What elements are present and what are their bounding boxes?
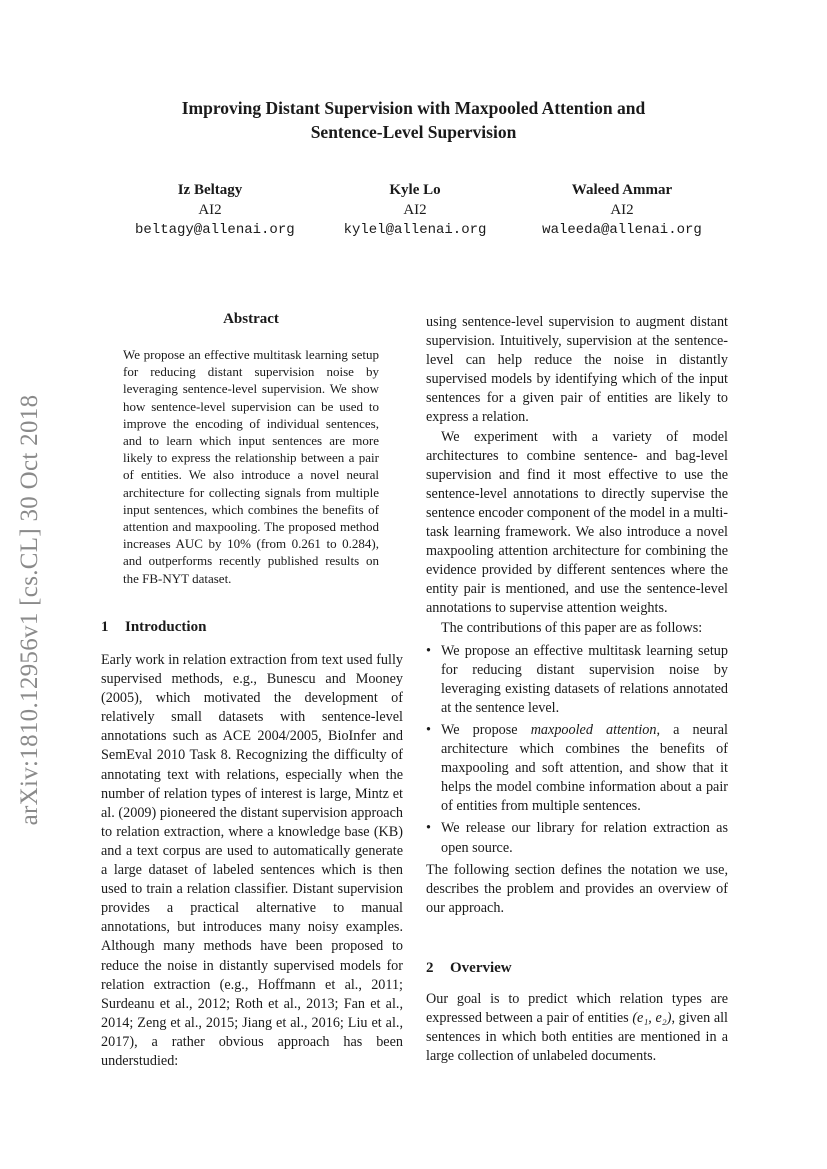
intro-paragraph: Early work in relation extraction from text used fully supervised methods, e.g., Bunescu and Mooney (2005), which motivated the development of relatively small datasets with sentence-level annotations such as ACE 2004/2005, BioInfer and SemEval 2010 Task 8. Recognizing the difficulty of annotating text with relations, especially when the number of relation types of interest is large, Mintz et al. (2009) pioneered the distant supervision approach to relation extraction, where a knowledge base (KB) and a text corpus are used to automatically generate a large dataset of labeled sentences which is then used to train a relation classifier. Distant supervision provides a practical alternative to manual annotations, but introduces many noisy examples. Although many methods have been proposed to reduce the noise in distantly supervised models for relation extraction (e.g., Hoffmann et al., 2011; Surdeanu et al., 2012; Roth et al., 2013; Fan et al., 2014; Zeng et al., 2015; Jiang et al., 2016; Liu et al., 2017), a rather obvious approach has been understudied:: [101, 652, 403, 1069]
left-column: [101, 651, 403, 1071]
section-heading-overview: [426, 960, 512, 977]
list-item-text: We propose an effective multitask learning setup for reducing distant supervision noise by leveraging existing datasets of relations annotated at the sentence level.: [441, 642, 728, 716]
section-heading-introduction: [101, 619, 206, 636]
section-number: 1: [101, 619, 109, 635]
paragraph: The following section defines the notation we use, describes the problem and provides an overview of our approach.: [426, 861, 728, 916]
section-title: Introduction: [125, 619, 207, 635]
author-name: Waleed Ammar: [571, 182, 673, 198]
title-line-1: Improving Distant Supervision with Maxpooled Attention and: [181, 98, 646, 118]
overview-math: (e₁, e₂): [632, 1010, 672, 1027]
section-title: Overview: [450, 960, 512, 976]
overview-paragraph: [426, 990, 728, 1066]
list-item-emphasis: maxpooled attention: [530, 721, 657, 738]
author-block: [135, 180, 295, 240]
bullet-icon: •: [426, 721, 431, 738]
paragraph: We experiment with a variety of model architectures to combine sentence- and bag-level supervision and find it most effective to use the sentence-level annotations to directly supervise the sentence encoder component of the model in a multi-task learning framework. We also introduce a novel maxpooling attention architecture for combining the evidence provided by different sentences where the entity pair is mentioned, and use the sentence-level annotations to supervise attention weights.: [426, 428, 728, 617]
author-block: [524, 180, 720, 240]
contributions-list: [426, 642, 728, 858]
overview-text-pre: Our goal is to predict which relation types are expressed between a pair of entities: [426, 991, 728, 1027]
author-name: Kyle Lo: [389, 182, 441, 198]
abstract-heading: Abstract: [223, 311, 279, 327]
list-item-text: We release our library for relation extraction as open source.: [441, 820, 728, 856]
author-email[interactable]: waleeda@allenai.org: [542, 222, 702, 238]
author-affiliation: AI2: [403, 202, 427, 218]
author-email[interactable]: kylel@allenai.org: [343, 222, 487, 238]
author-name: Iz Beltagy: [177, 182, 243, 198]
bullet-icon: •: [426, 820, 431, 837]
list-item: [426, 819, 728, 857]
title-line-2: Sentence-Level Supervision: [310, 122, 517, 142]
author-affiliation: AI2: [610, 202, 634, 218]
author-email[interactable]: beltagy@allenai.org: [135, 222, 295, 238]
author-block: [330, 180, 500, 240]
right-column: [426, 313, 728, 918]
overview-column: [426, 990, 728, 1066]
list-item-text-post: , a neural architecture which combines the benefits of maxpooling and soft attention, and show that it helps the model combine information about a pair of entities from multiple sentences.: [441, 721, 728, 815]
arxiv-stamp: [10, 370, 50, 850]
overview-text-post: , given all sentences in which both entities are mentioned in a large collection of unlabeled documents.: [426, 1010, 729, 1065]
bullet-icon: •: [426, 642, 431, 659]
paper-title: [80, 96, 747, 144]
author-affiliation: AI2: [198, 202, 222, 218]
list-item-text-pre: We propose: [441, 721, 531, 738]
section-number: 2: [426, 960, 434, 976]
arxiv-stamp-text: arXiv:1810.12956v1 [cs.CL] 30 Oct 2018: [16, 394, 43, 826]
paragraph: using sentence-level supervision to augment distant supervision. Intuitively, supervision at the sentence-level can help reduce the noise in distantly supervised models by identifying which of the input sentences for a given pair of entities are likely to express a relation.: [426, 314, 728, 426]
list-item: [426, 642, 728, 718]
abstract-body: We propose an effective multitask learning setup for reducing distant supervision noise by leveraging sentence-level supervision. We show how sentence-level supervision can be used to improve the encoding of individual sentences, and to learn which input sentences are more likely to express the relationship between a pair of entities. We also introduce a novel neural architecture for collecting signals from multiple input sentences, which combines the benefits of attention and maxpooling. The proposed method increases AUC by 10% (from 0.261 to 0.284), and outperforms recently published results on the FB-NYT dataset.: [123, 347, 379, 586]
paragraph: The contributions of this paper are as follows:: [441, 619, 703, 636]
list-item: [426, 721, 728, 816]
